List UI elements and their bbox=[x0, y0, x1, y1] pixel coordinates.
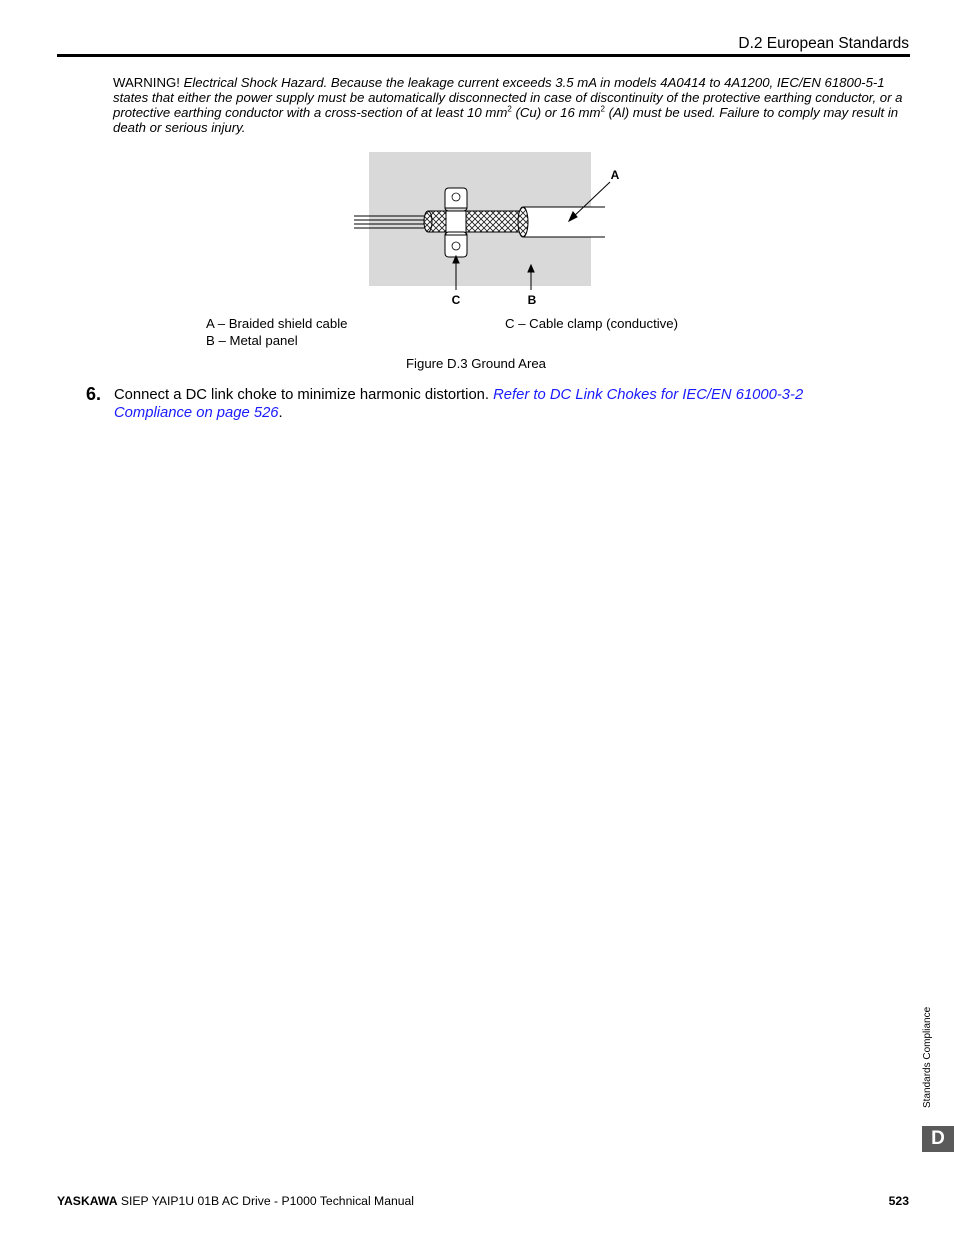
footer-manual-title: SIEP YAIP1U 01B AC Drive - P1000 Technical Manual bbox=[117, 1194, 415, 1208]
footer bbox=[57, 1194, 414, 1208]
legend-item-b: B – Metal panel bbox=[206, 333, 298, 348]
step-number: 6. bbox=[86, 384, 102, 404]
braided-shield bbox=[424, 211, 523, 232]
legend-item-a: A – Braided shield cable bbox=[206, 316, 348, 331]
ground-area-figure bbox=[340, 150, 620, 315]
cable-outer-jacket bbox=[518, 207, 605, 237]
warning-text-1: Electrical Shock Hazard. Because the leakage current exceeds 3.5 mA in models 4A0414 to 4A1200, IEC/EN 61800-5-1 states that either the power supply must be automatically disconnected in case of discontinuity of the protective earthing conductor, or a protective earthing conductor with a cross-section of at least 10 mm bbox=[113, 75, 903, 120]
figure-caption: Figure D.3 Ground Area bbox=[406, 356, 547, 371]
step-text bbox=[114, 386, 874, 422]
callout-label-c: C bbox=[451, 293, 461, 307]
callout-label-a: A bbox=[610, 168, 620, 182]
page-number: 523 bbox=[888, 1194, 909, 1208]
callout-label-b: B bbox=[527, 293, 537, 307]
warning-paragraph bbox=[113, 75, 913, 135]
footer-brand: YASKAWA bbox=[57, 1194, 118, 1208]
warning-text-2: (Cu) or 16 mm bbox=[511, 105, 601, 120]
cable-clamp bbox=[445, 188, 467, 257]
ground-area-diagram bbox=[340, 150, 620, 315]
superscript-1: 2 bbox=[507, 104, 512, 114]
step-trailing: . bbox=[278, 405, 283, 421]
warning-label: WARNING! bbox=[113, 75, 180, 90]
side-tab-label: Standards Compliance bbox=[922, 1006, 933, 1108]
header-rule bbox=[57, 54, 910, 57]
section-title: D.2 European Standards bbox=[738, 35, 909, 52]
cross-reference-link[interactable]: Refer to DC Link Chokes for IEC/EN 61000-3-2 Compliance on page 526 bbox=[114, 387, 804, 421]
superscript-2: 2 bbox=[600, 104, 605, 114]
legend-item-c: C – Cable clamp (conductive) bbox=[505, 316, 678, 331]
appendix-tab[interactable]: D bbox=[922, 1126, 954, 1152]
step-body: Connect a DC link choke to minimize harmonic distortion. bbox=[114, 387, 494, 403]
warning-text-3: (Al) must be used. Failure to comply may result in death or serious injury. bbox=[113, 105, 899, 135]
